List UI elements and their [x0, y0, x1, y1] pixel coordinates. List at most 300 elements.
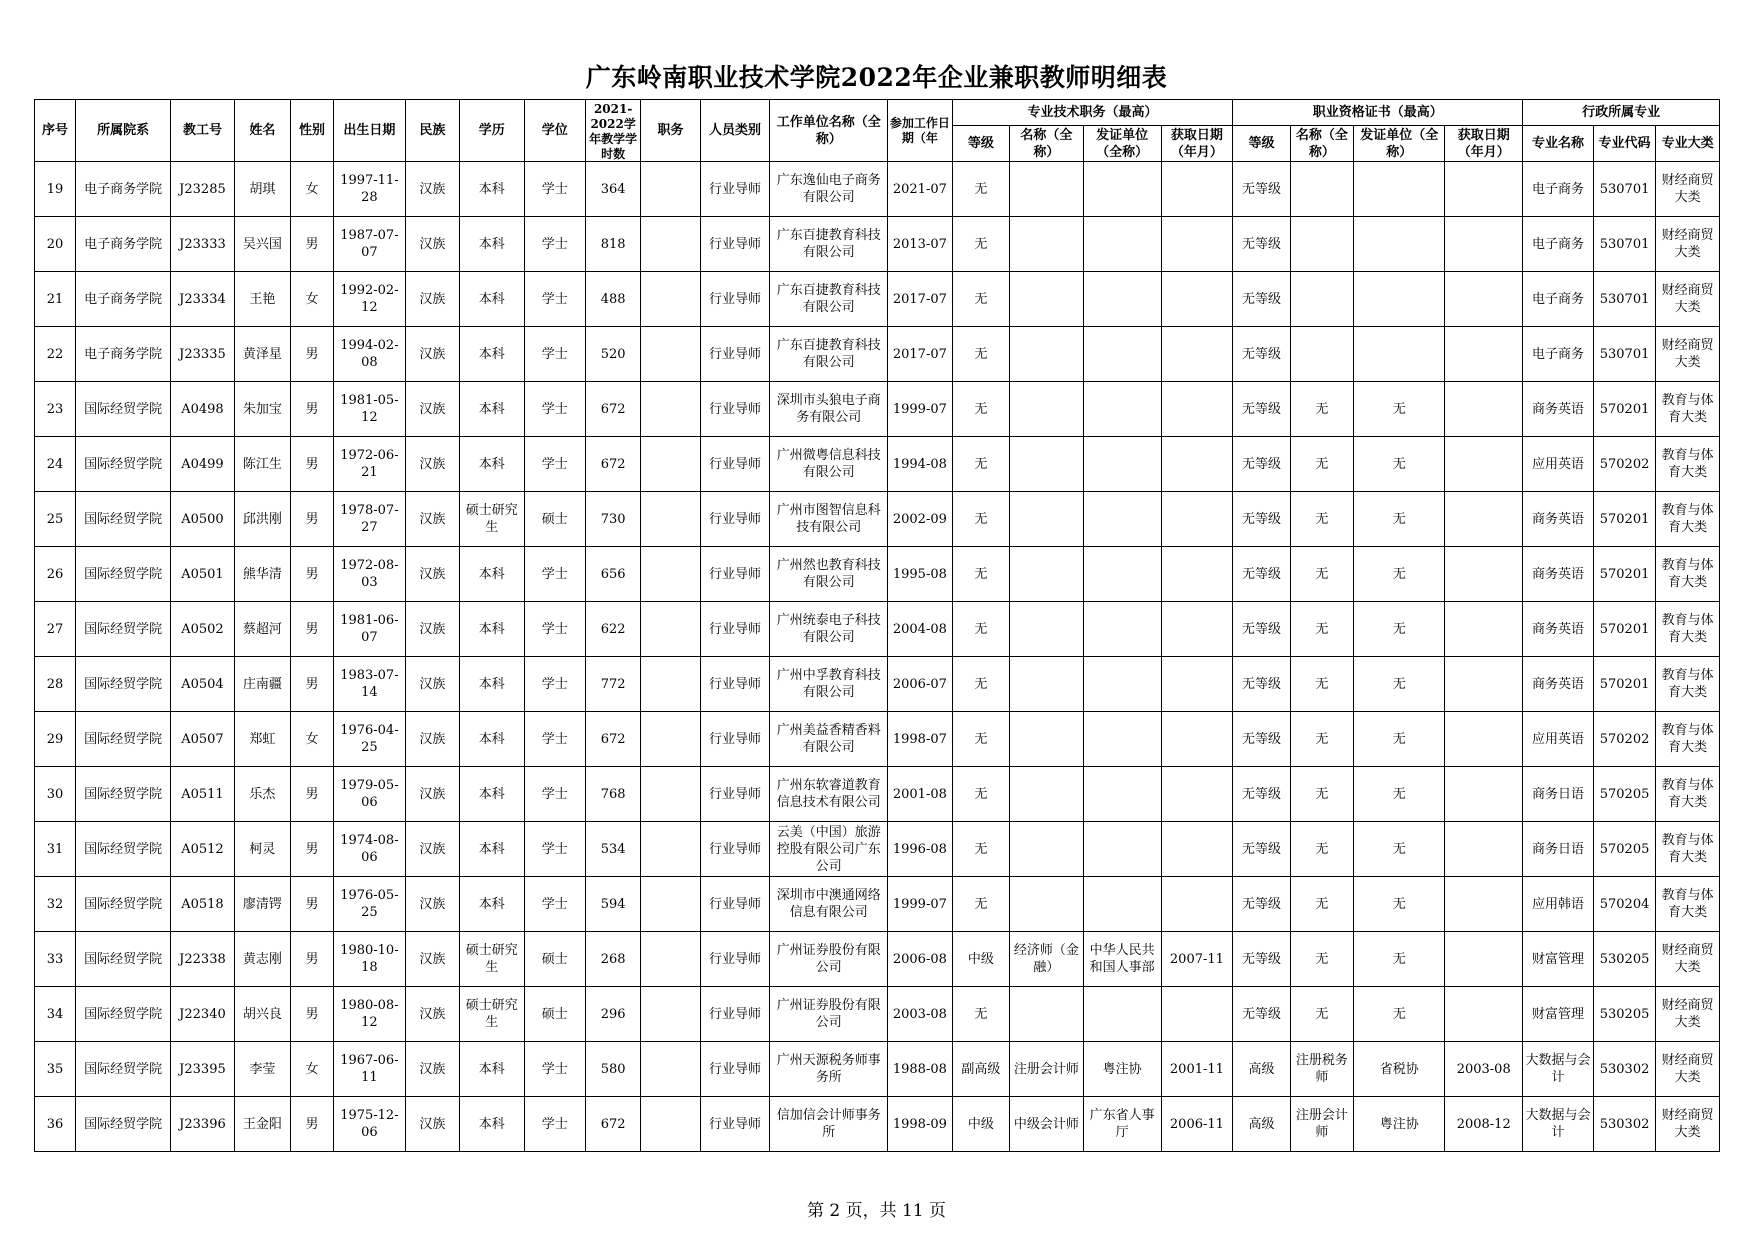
table-row — [35, 1097, 1720, 1152]
cell-pt-level: 无 — [952, 602, 1009, 657]
cell-ethnicity: 汉族 — [405, 602, 459, 657]
cell-employer: 广州天源税务师事务所 — [770, 1042, 888, 1097]
cell-birth: 1981-06-07 — [334, 602, 406, 657]
cell-c-issuer: 无 — [1354, 987, 1445, 1042]
cell-category: 行业导师 — [700, 822, 770, 877]
cell-birth: 1976-04-25 — [334, 712, 406, 767]
cell-m-name: 大数据与会计 — [1523, 1097, 1594, 1152]
cell-c-issuer: 无 — [1354, 932, 1445, 987]
cell-employer: 广州统泰电子科技有限公司 — [770, 602, 888, 657]
cell-degree: 学士 — [524, 822, 585, 877]
cell-c-name: 无 — [1290, 382, 1354, 437]
cell-c-issuer: 粤注协 — [1354, 1097, 1445, 1152]
cell-birth: 1983-07-14 — [334, 657, 406, 712]
cell-gender: 男 — [291, 932, 334, 987]
cell-m-name: 电子商务 — [1523, 327, 1594, 382]
cell-m-name: 财富管理 — [1523, 987, 1594, 1042]
cell-seq: 30 — [35, 767, 76, 822]
cell-c-level: 无等级 — [1233, 327, 1290, 382]
cell-c-date — [1445, 712, 1523, 767]
cell-college: 国际经贸学院 — [75, 382, 170, 437]
cell-category: 行业导师 — [700, 547, 770, 602]
cell-name: 朱加宝 — [234, 382, 290, 437]
cell-employer: 广州美益香精香料有限公司 — [770, 712, 888, 767]
header-seq: 序号 — [35, 100, 76, 162]
cell-seq: 36 — [35, 1097, 76, 1152]
cell-work-start: 1994-08 — [888, 437, 953, 492]
cell-m-name: 应用韩语 — [1523, 877, 1594, 932]
cell-m-code: 530302 — [1593, 1042, 1655, 1097]
cell-m-name: 财富管理 — [1523, 932, 1594, 987]
cell-pt-name — [1010, 657, 1084, 712]
cell-college: 电子商务学院 — [75, 162, 170, 217]
cell-ethnicity: 汉族 — [405, 657, 459, 712]
cell-work-start: 2001-08 — [888, 767, 953, 822]
cell-pt-date — [1161, 767, 1233, 822]
cell-category: 行业导师 — [700, 492, 770, 547]
cell-pt-level: 无 — [952, 877, 1009, 932]
cell-seq: 21 — [35, 272, 76, 327]
cell-work-start: 2004-08 — [888, 602, 953, 657]
cell-name: 郑虹 — [234, 712, 290, 767]
cell-pt-date — [1161, 877, 1233, 932]
cell-seq: 19 — [35, 162, 76, 217]
cell-pt-date — [1161, 602, 1233, 657]
cell-m-name: 电子商务 — [1523, 162, 1594, 217]
cell-work-start: 1996-08 — [888, 822, 953, 877]
page-title: 广东岭南职业技术学院2022年企业兼职教师明细表 — [585, 63, 1168, 92]
cell-college: 国际经贸学院 — [75, 547, 170, 602]
cell-ethnicity: 汉族 — [405, 382, 459, 437]
cell-pt-name — [1010, 327, 1084, 382]
cell-c-level: 无等级 — [1233, 547, 1290, 602]
cell-ethnicity: 汉族 — [405, 217, 459, 272]
cell-gender: 男 — [291, 492, 334, 547]
cell-employer: 云美（中国）旅游控股有限公司广东公司 — [770, 822, 888, 877]
table-row — [35, 437, 1720, 492]
cell-hours: 364 — [586, 162, 641, 217]
cell-c-date — [1445, 767, 1523, 822]
cell-c-name — [1290, 272, 1354, 327]
cell-seq: 20 — [35, 217, 76, 272]
cell-pt-level: 无 — [952, 217, 1009, 272]
cell-ethnicity: 汉族 — [405, 547, 459, 602]
cell-c-level: 无等级 — [1233, 437, 1290, 492]
cell-pt-issuer: 广东省人事厅 — [1083, 1097, 1161, 1152]
cell-birth: 1967-06-11 — [334, 1042, 406, 1097]
cell-gender: 男 — [291, 382, 334, 437]
cell-pt-level: 无 — [952, 657, 1009, 712]
cell-staff-id: J23334 — [171, 272, 235, 327]
cell-c-date — [1445, 547, 1523, 602]
cell-degree: 学士 — [524, 437, 585, 492]
cell-employer: 广东百捷教育科技有限公司 — [770, 217, 888, 272]
cell-gender: 男 — [291, 822, 334, 877]
cell-education: 本科 — [460, 437, 525, 492]
cell-c-name: 无 — [1290, 822, 1354, 877]
cell-degree: 学士 — [524, 602, 585, 657]
table-row — [35, 767, 1720, 822]
cell-pt-level: 无 — [952, 382, 1009, 437]
cell-ethnicity: 汉族 — [405, 1042, 459, 1097]
cell-c-date — [1445, 437, 1523, 492]
cell-hours: 488 — [586, 272, 641, 327]
cell-c-issuer: 无 — [1354, 767, 1445, 822]
cell-m-code: 570201 — [1593, 492, 1655, 547]
cell-staff-id: J23333 — [171, 217, 235, 272]
cell-c-level: 无等级 — [1233, 382, 1290, 437]
header-education: 学历 — [460, 100, 525, 162]
cell-education: 本科 — [460, 602, 525, 657]
cell-m-category: 教育与体育大类 — [1656, 547, 1720, 602]
table-row — [35, 987, 1720, 1042]
cell-position — [641, 657, 700, 712]
cell-employer: 广州然也教育科技有限公司 — [770, 547, 888, 602]
cell-pt-name — [1010, 822, 1084, 877]
cell-pt-issuer — [1083, 657, 1161, 712]
cell-employer: 广州证券股份有限公司 — [770, 932, 888, 987]
cell-name: 庄南疆 — [234, 657, 290, 712]
cell-education: 本科 — [460, 162, 525, 217]
cell-degree: 学士 — [524, 712, 585, 767]
cell-degree: 学士 — [524, 1042, 585, 1097]
cell-staff-id: J22340 — [171, 987, 235, 1042]
table-row — [35, 602, 1720, 657]
cell-work-start: 1999-07 — [888, 877, 953, 932]
cell-name: 熊华清 — [234, 547, 290, 602]
cell-birth: 1979-05-06 — [334, 767, 406, 822]
cell-c-name — [1290, 162, 1354, 217]
header-pt-date: 获取日期（年月） — [1161, 126, 1233, 162]
cell-c-issuer — [1354, 217, 1445, 272]
header-c-name: 名称（全称） — [1290, 126, 1354, 162]
cell-category: 行业导师 — [700, 382, 770, 437]
cell-college: 国际经贸学院 — [75, 877, 170, 932]
cell-category: 行业导师 — [700, 162, 770, 217]
cell-degree: 学士 — [524, 382, 585, 437]
cell-college: 国际经贸学院 — [75, 657, 170, 712]
cell-work-start: 1999-07 — [888, 382, 953, 437]
cell-seq: 33 — [35, 932, 76, 987]
cell-pt-name — [1010, 712, 1084, 767]
cell-position — [641, 327, 700, 382]
cell-employer: 广州东软睿道教育信息技术有限公司 — [770, 767, 888, 822]
cell-work-start: 2017-07 — [888, 272, 953, 327]
cell-c-issuer — [1354, 162, 1445, 217]
cell-position — [641, 437, 700, 492]
cell-pt-date — [1161, 657, 1233, 712]
header-ethnicity: 民族 — [405, 100, 459, 162]
cell-pt-name: 经济师（金融） — [1010, 932, 1084, 987]
cell-m-category: 财经商贸大类 — [1656, 987, 1720, 1042]
cell-degree: 学士 — [524, 657, 585, 712]
cell-c-level: 无等级 — [1233, 602, 1290, 657]
cell-pt-issuer — [1083, 822, 1161, 877]
cell-m-category: 财经商贸大类 — [1656, 217, 1720, 272]
cell-pt-date — [1161, 272, 1233, 327]
cell-staff-id: J23396 — [171, 1097, 235, 1152]
cell-seq: 32 — [35, 877, 76, 932]
cell-pt-level: 无 — [952, 162, 1009, 217]
cell-c-level: 无等级 — [1233, 877, 1290, 932]
cell-pt-issuer — [1083, 327, 1161, 382]
cell-name: 乐杰 — [234, 767, 290, 822]
header-hours: 2021-2022学年教学学时数 — [586, 100, 641, 162]
cell-hours: 730 — [586, 492, 641, 547]
cell-position — [641, 272, 700, 327]
cell-seq: 31 — [35, 822, 76, 877]
table-row — [35, 492, 1720, 547]
header-gender: 性别 — [291, 100, 334, 162]
cell-ethnicity: 汉族 — [405, 877, 459, 932]
cell-c-issuer: 无 — [1354, 712, 1445, 767]
cell-pt-name — [1010, 602, 1084, 657]
cell-ethnicity: 汉族 — [405, 987, 459, 1042]
cell-seq: 34 — [35, 987, 76, 1042]
cell-c-name: 无 — [1290, 602, 1354, 657]
cell-m-code: 570201 — [1593, 547, 1655, 602]
cell-m-category: 教育与体育大类 — [1656, 492, 1720, 547]
cell-c-date — [1445, 932, 1523, 987]
cell-degree: 硕士 — [524, 987, 585, 1042]
cell-category: 行业导师 — [700, 602, 770, 657]
cell-m-category: 教育与体育大类 — [1656, 657, 1720, 712]
cell-pt-issuer — [1083, 547, 1161, 602]
cell-category: 行业导师 — [700, 1097, 770, 1152]
cell-hours: 534 — [586, 822, 641, 877]
cell-c-level: 无等级 — [1233, 657, 1290, 712]
cell-c-date — [1445, 217, 1523, 272]
cell-c-name: 注册会计师 — [1290, 1097, 1354, 1152]
cell-gender: 男 — [291, 657, 334, 712]
cell-ethnicity: 汉族 — [405, 272, 459, 327]
cell-hours: 296 — [586, 987, 641, 1042]
cell-hours: 768 — [586, 767, 641, 822]
cell-m-name: 电子商务 — [1523, 217, 1594, 272]
cell-work-start: 1998-09 — [888, 1097, 953, 1152]
cell-college: 国际经贸学院 — [75, 932, 170, 987]
cell-m-category: 教育与体育大类 — [1656, 767, 1720, 822]
cell-college: 国际经贸学院 — [75, 602, 170, 657]
table-row — [35, 1042, 1720, 1097]
cell-employer: 广东百捷教育科技有限公司 — [770, 272, 888, 327]
cell-staff-id: A0504 — [171, 657, 235, 712]
cell-c-level: 无等级 — [1233, 767, 1290, 822]
cell-ethnicity: 汉族 — [405, 767, 459, 822]
cell-degree: 硕士 — [524, 492, 585, 547]
cell-birth: 1980-08-12 — [334, 987, 406, 1042]
cell-m-category: 财经商贸大类 — [1656, 272, 1720, 327]
cell-m-code: 570201 — [1593, 602, 1655, 657]
cell-college: 国际经贸学院 — [75, 1042, 170, 1097]
header-staff-id: 教工号 — [171, 100, 235, 162]
cell-seq: 22 — [35, 327, 76, 382]
cell-hours: 672 — [586, 1097, 641, 1152]
cell-hours: 594 — [586, 877, 641, 932]
header-major-group: 行政所属专业 — [1523, 100, 1720, 126]
cell-gender: 男 — [291, 327, 334, 382]
cell-c-issuer: 无 — [1354, 657, 1445, 712]
cell-c-name: 无 — [1290, 712, 1354, 767]
cell-pt-name — [1010, 217, 1084, 272]
cell-name: 蔡超河 — [234, 602, 290, 657]
cell-m-code: 570201 — [1593, 657, 1655, 712]
cell-pt-name — [1010, 547, 1084, 602]
cell-employer: 广东百捷教育科技有限公司 — [770, 327, 888, 382]
cell-pt-level: 副高级 — [952, 1042, 1009, 1097]
table-row — [35, 822, 1720, 877]
cell-work-start: 1995-08 — [888, 547, 953, 602]
cell-category: 行业导师 — [700, 327, 770, 382]
cell-m-name: 商务日语 — [1523, 822, 1594, 877]
header-prof-title-group: 专业技术职务（最高） — [952, 100, 1233, 126]
cell-pt-level: 无 — [952, 547, 1009, 602]
cell-pt-issuer — [1083, 162, 1161, 217]
header-c-level: 等级 — [1233, 126, 1290, 162]
cell-position — [641, 1042, 700, 1097]
cell-m-category: 教育与体育大类 — [1656, 602, 1720, 657]
cell-work-start: 2006-08 — [888, 932, 953, 987]
cell-pt-date — [1161, 822, 1233, 877]
cell-hours: 772 — [586, 657, 641, 712]
cell-staff-id: A0511 — [171, 767, 235, 822]
cell-employer: 信加信会计师事务所 — [770, 1097, 888, 1152]
cell-pt-issuer — [1083, 767, 1161, 822]
cell-m-code: 530205 — [1593, 932, 1655, 987]
cell-c-name — [1290, 327, 1354, 382]
cell-degree: 学士 — [524, 1097, 585, 1152]
cell-m-name: 商务英语 — [1523, 492, 1594, 547]
cell-pt-issuer — [1083, 272, 1161, 327]
cell-staff-id: J23395 — [171, 1042, 235, 1097]
cell-staff-id: A0507 — [171, 712, 235, 767]
cell-pt-date — [1161, 712, 1233, 767]
cell-birth: 1972-06-21 — [334, 437, 406, 492]
cell-c-issuer: 无 — [1354, 437, 1445, 492]
cell-c-issuer: 无 — [1354, 822, 1445, 877]
cell-pt-name — [1010, 437, 1084, 492]
cell-category: 行业导师 — [700, 437, 770, 492]
cell-seq: 27 — [35, 602, 76, 657]
cell-gender: 男 — [291, 877, 334, 932]
cell-pt-date — [1161, 492, 1233, 547]
cell-pt-issuer — [1083, 437, 1161, 492]
cell-name: 黄泽星 — [234, 327, 290, 382]
cell-education: 本科 — [460, 547, 525, 602]
cell-education: 硕士研究生 — [460, 492, 525, 547]
cell-position — [641, 767, 700, 822]
cell-seq: 28 — [35, 657, 76, 712]
cell-pt-level: 无 — [952, 822, 1009, 877]
cell-degree: 学士 — [524, 272, 585, 327]
cell-ethnicity: 汉族 — [405, 327, 459, 382]
cell-hours: 520 — [586, 327, 641, 382]
cell-education: 本科 — [460, 217, 525, 272]
cell-name: 王艳 — [234, 272, 290, 327]
cell-m-name: 商务日语 — [1523, 767, 1594, 822]
cell-college: 电子商务学院 — [75, 217, 170, 272]
header-m-category: 专业大类 — [1656, 126, 1720, 162]
cell-ethnicity: 汉族 — [405, 437, 459, 492]
cell-gender: 男 — [291, 767, 334, 822]
cell-pt-issuer — [1083, 602, 1161, 657]
cell-education: 硕士研究生 — [460, 932, 525, 987]
cell-ethnicity: 汉族 — [405, 822, 459, 877]
cell-gender: 男 — [291, 437, 334, 492]
cell-work-start: 1998-07 — [888, 712, 953, 767]
cell-m-code: 570201 — [1593, 382, 1655, 437]
cell-college: 国际经贸学院 — [75, 437, 170, 492]
cell-c-issuer: 无 — [1354, 382, 1445, 437]
cell-position — [641, 217, 700, 272]
cell-m-name: 商务英语 — [1523, 657, 1594, 712]
cell-gender: 女 — [291, 712, 334, 767]
cell-name: 吴兴国 — [234, 217, 290, 272]
cell-birth: 1981-05-12 — [334, 382, 406, 437]
cell-name: 王金阳 — [234, 1097, 290, 1152]
cell-c-date — [1445, 492, 1523, 547]
cell-m-category: 教育与体育大类 — [1656, 712, 1720, 767]
cell-position — [641, 602, 700, 657]
cell-m-name: 应用英语 — [1523, 712, 1594, 767]
cell-pt-issuer — [1083, 492, 1161, 547]
cell-m-code: 530701 — [1593, 162, 1655, 217]
cell-hours: 622 — [586, 602, 641, 657]
cell-staff-id: J23285 — [171, 162, 235, 217]
cell-education: 本科 — [460, 382, 525, 437]
cell-gender: 男 — [291, 547, 334, 602]
cell-staff-id: A0499 — [171, 437, 235, 492]
cell-pt-issuer — [1083, 712, 1161, 767]
cell-education: 本科 — [460, 1097, 525, 1152]
cell-category: 行业导师 — [700, 877, 770, 932]
header-employer: 工作单位名称（全称） — [770, 100, 888, 162]
cell-pt-date — [1161, 437, 1233, 492]
cell-c-date — [1445, 382, 1523, 437]
cell-c-date: 2003-08 — [1445, 1042, 1523, 1097]
cell-m-category: 财经商贸大类 — [1656, 162, 1720, 217]
cell-c-date — [1445, 822, 1523, 877]
cell-c-level: 无等级 — [1233, 822, 1290, 877]
cell-employer: 广州市图智信息科技有限公司 — [770, 492, 888, 547]
cell-m-code: 570205 — [1593, 822, 1655, 877]
cell-category: 行业导师 — [700, 272, 770, 327]
cell-birth: 1976-05-25 — [334, 877, 406, 932]
cell-c-name: 无 — [1290, 492, 1354, 547]
cell-c-name: 无 — [1290, 657, 1354, 712]
cell-degree: 学士 — [524, 217, 585, 272]
cell-gender: 女 — [291, 162, 334, 217]
cell-college: 国际经贸学院 — [75, 987, 170, 1042]
cell-c-level: 无等级 — [1233, 932, 1290, 987]
cell-education: 本科 — [460, 767, 525, 822]
cell-position — [641, 547, 700, 602]
cell-work-start: 2017-07 — [888, 327, 953, 382]
table-row — [35, 327, 1720, 382]
cell-pt-name: 注册会计师 — [1010, 1042, 1084, 1097]
cell-position — [641, 987, 700, 1042]
cell-hours: 672 — [586, 382, 641, 437]
cell-category: 行业导师 — [700, 987, 770, 1042]
cell-staff-id: A0498 — [171, 382, 235, 437]
cell-m-category: 教育与体育大类 — [1656, 437, 1720, 492]
cell-degree: 学士 — [524, 767, 585, 822]
cell-pt-name — [1010, 272, 1084, 327]
cell-m-category: 教育与体育大类 — [1656, 382, 1720, 437]
cell-c-issuer — [1354, 327, 1445, 382]
cell-c-date — [1445, 987, 1523, 1042]
header-category: 人员类别 — [700, 100, 770, 162]
